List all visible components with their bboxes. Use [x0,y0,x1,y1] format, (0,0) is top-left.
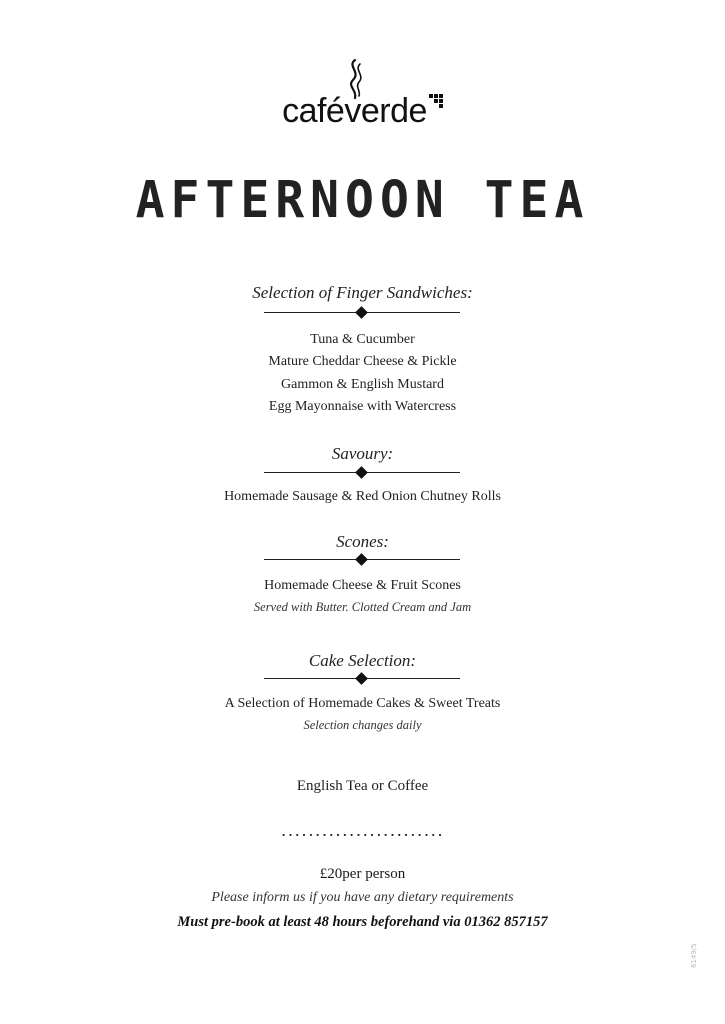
section-divider [264,307,460,317]
menu-item: Homemade Sausage & Red Onion Chutney Rolls [224,489,501,504]
menu-item: Mature Cheddar Cheese & Pickle [268,354,457,369]
menu-item: A Selection of Homemade Cakes & Sweet Treats [224,696,501,711]
prebook-note: Must pre-book at least 48 hours beforehand via 01362 857157 [177,914,548,930]
menu-note: Served with Butter. Clotted Cream and Jam [253,600,472,614]
menu-item: Tuna & Cucumber [310,332,415,347]
drinks-line: English Tea or Coffee [296,778,429,794]
section-heading-scones: Scones: [336,532,389,551]
menu-item: Gammon & English Mustard [281,377,444,392]
menu-note: Selection changes daily [303,718,422,732]
diamond-icon [355,466,368,479]
section-heading-sandwiches: Selection of Finger Sandwiches: [252,283,473,302]
reference-code: 6149/5 [690,943,698,968]
menu-item: Homemade Cheese & Fruit Scones [264,578,461,593]
squares-icon [429,94,443,110]
diamond-icon [355,553,368,566]
page-title: AFTERNOON TEA [135,170,590,230]
diamond-icon [355,672,368,685]
price: £20per person [319,866,406,882]
dotted-divider: ........................ [281,820,445,840]
section-divider [264,673,460,683]
section-heading-savoury: Savoury: [331,444,394,463]
brand-name: caféverde [282,92,427,130]
diamond-icon [355,306,368,319]
section-divider [264,554,460,564]
brand-logo [0,92,725,131]
menu-item: Egg Mayonnaise with Watercress [268,399,457,414]
section-divider [264,467,460,477]
section-heading-cakes: Cake Selection: [308,651,417,670]
dietary-note: Please inform us if you have any dietary requirements [211,890,514,905]
